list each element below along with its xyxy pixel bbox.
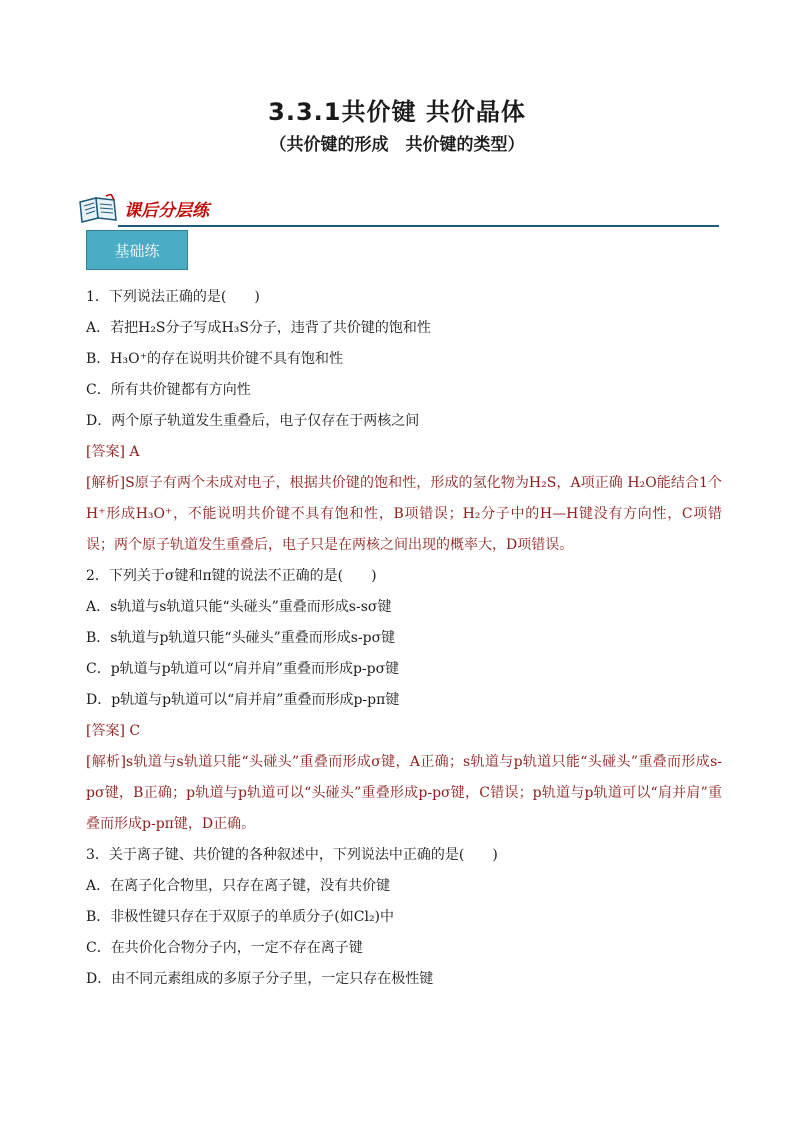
section-label: 课后分层练 bbox=[124, 201, 209, 221]
question-1-option-d: D．两个原子轨道发生重叠后，电子仅存在于两核之间 bbox=[86, 413, 420, 429]
question-3-option-c: C．在共价化合物分子内，一定不存在离子键 bbox=[86, 940, 363, 956]
question-2-answer: [答案] C bbox=[86, 723, 141, 739]
question-1-stem: 1．下列说法正确的是( ) bbox=[86, 289, 260, 305]
question-1-analysis: [解析]S原子有两个未成对电子，根据共价键的饱和性，形成的氢化物为H₂S，A项正确 H₂O能结合1个H⁺形成H₃O⁺，不能说明共价键不具有饱和性，B项错误；H₂分子中的H—H键没有方向性，C项错误；两个原子轨道发生重叠后，电子只是在两核之间出现的概率大，D项错误。 bbox=[86, 475, 722, 553]
page-title: 3.3.1共价键 共价晶体 bbox=[268, 98, 526, 126]
page-subtitle: （共价键的形成 共价键的类型） bbox=[269, 135, 525, 155]
section-divider bbox=[118, 225, 719, 227]
question-1-answer: [答案] A bbox=[86, 444, 140, 460]
question-2-analysis: [解析]s轨道与s轨道只能“头碰头”重叠而形成σ键，A正确；s轨道与p轨道只能“头碰头”重叠而形成s-pσ键，B正确；p轨道与p轨道可以“头碰头”重叠形成p-pσ键，C错误；p轨道与p轨道可以“肩并肩”重叠而形成p-pπ键，D正确。 bbox=[86, 754, 722, 832]
section-header bbox=[78, 192, 719, 228]
question-2-option-a: A．s轨道与s轨道只能“头碰头”重叠而形成s-sσ键 bbox=[86, 599, 392, 615]
question-1-option-c: C．所有共价键都有方向性 bbox=[86, 382, 251, 398]
question-1-option-b: B．H₃O⁺的存在说明共价键不具有饱和性 bbox=[86, 351, 343, 367]
tab-basic-practice: 基础练 bbox=[86, 230, 188, 270]
question-3-option-b: B．非极性键只存在于双原子的单质分子(如Cl₂)中 bbox=[86, 909, 395, 925]
question-2-option-b: B．s轨道与p轨道只能“头碰头”重叠而形成s-pσ键 bbox=[86, 630, 396, 646]
question-2-stem: 2．下列关于σ键和π键的说法不正确的是( ) bbox=[86, 568, 377, 584]
question-3-option-a: A．在离子化合物里，只存在离子键，没有共价键 bbox=[86, 878, 391, 894]
book-icon bbox=[78, 194, 118, 224]
question-2-option-d: D．p轨道与p轨道可以“肩并肩”重叠而形成p-pπ键 bbox=[86, 692, 400, 708]
question-1-option-a: A．若把H₂S分子写成H₃S分子，违背了共价键的饱和性 bbox=[86, 320, 431, 336]
question-2-option-c: C．p轨道与p轨道可以“肩并肩”重叠而形成p-pσ键 bbox=[86, 661, 400, 677]
question-3-stem: 3．关于离子键、共价键的各种叙述中，下列说法中正确的是( ) bbox=[86, 847, 498, 863]
question-3-option-d: D．由不同元素组成的多原子分子里，一定只存在极性键 bbox=[86, 971, 434, 987]
question-list bbox=[86, 282, 722, 995]
